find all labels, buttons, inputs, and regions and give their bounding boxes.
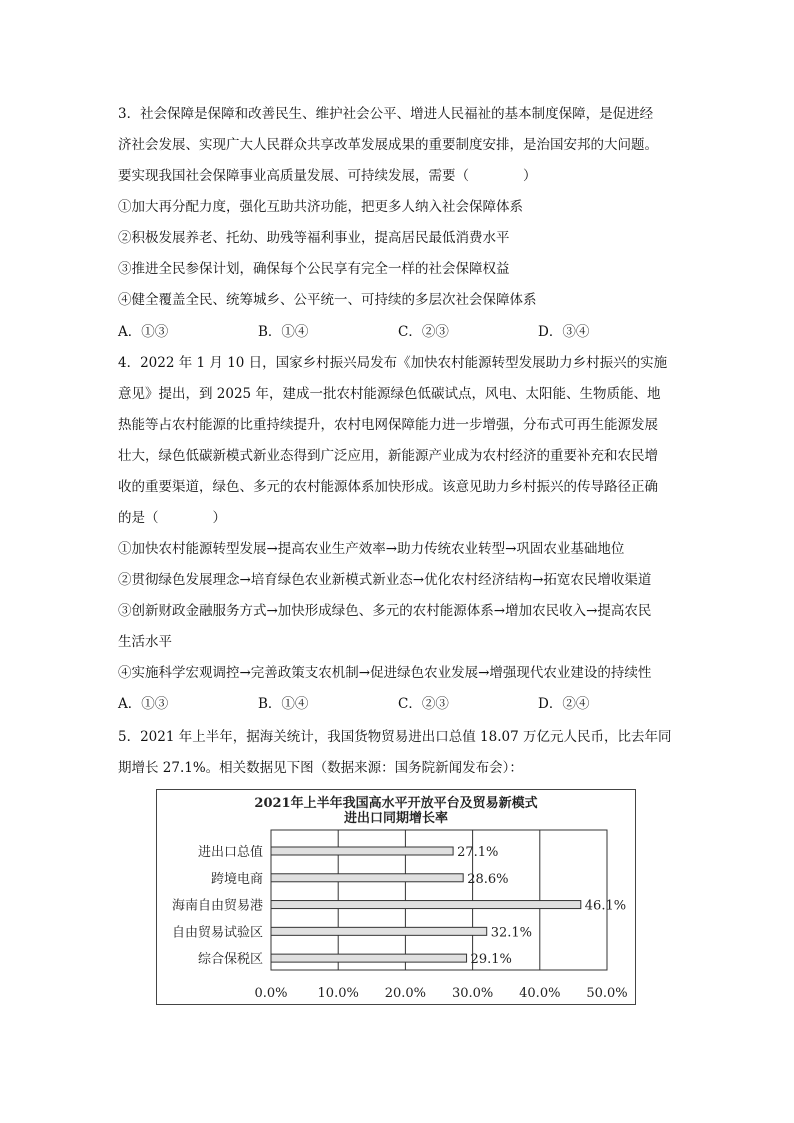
data-label: 46.1% (584, 898, 627, 914)
q4-option-c[interactable]: C．②③ (398, 696, 449, 712)
q5-stem-line-1: 5．2021 年上半年，据海关统计，我国货物贸易进出口总值 18.07 万亿元人民币，比去年同 (118, 729, 672, 745)
q3-item-4: ④健全覆盖全民、统筹城乡、公平统一、可持续的多层次社会保障体系 (118, 292, 537, 308)
q4-stem-line-6: 的是（ ） (118, 510, 226, 526)
category-label: 跨境电商 (210, 871, 263, 887)
q3-option-b[interactable]: B．①④ (258, 324, 309, 340)
data-label: 29.1% (470, 952, 512, 968)
category-label: 海南自由贸易港 (171, 898, 263, 914)
bar (271, 927, 487, 935)
q3-option-c[interactable]: C．②③ (398, 324, 449, 340)
x-tick-label: 40.0% (519, 986, 561, 1001)
q3-stem-line-1: 3．社会保障是保障和改善民生、维护社会公平、增进人民福祉的基本制度保障，是促进经 (118, 106, 654, 122)
bar (271, 874, 463, 882)
q4-item-3-cont: 生活水平 (118, 634, 172, 650)
q4-item-2: ②贯彻绿色发展理念→培育绿色农业新模式新业态→优化农村经济结构→拓宽农民增收渠道 (118, 572, 652, 588)
category-label: 进出口总值 (197, 845, 263, 860)
x-tick-label: 20.0% (384, 986, 427, 1001)
q3-option-a[interactable]: A．①③ (118, 324, 169, 340)
q3-item-3: ③推进全民参保计划，确保每个公民享有完全一样的社会保障权益 (118, 261, 510, 277)
chart-canvas (157, 790, 635, 1004)
q5-stem-line-2: 期增长 27.1%。相关数据见下图（数据来源：国务院新闻发布会）： (118, 760, 523, 776)
q3-stem-line-3: 要实现我国社会保障事业高质量发展、可持续发展，需要（ ） (118, 168, 537, 184)
q4-option-b[interactable]: B．①④ (258, 696, 309, 712)
q4-item-3: ③创新财政金融服务方式→加快形成绿色、多元的农村能源体系→增加农民收入→提高农民 (118, 603, 652, 619)
chart-title: 2021年上半年我国高水平开放平台及贸易新模式 (254, 796, 538, 811)
q4-stem-line-3: 热能等占农村能源的比重持续提升，农村电网保障能力进一步增强，分布式可再生能源发展 (118, 417, 658, 433)
q3-item-2: ②积极发展养老、托幼、助残等福利事业，提高居民最低消费水平 (118, 230, 510, 246)
q4-item-4: ④实施科学宏观调控→完善政策支农机制→促进绿色农业发展→增强现代农业建设的持续性 (118, 665, 652, 681)
bar (271, 847, 453, 855)
chart-subtitle: 进出口同期增长率 (343, 811, 449, 826)
data-label: 27.1% (457, 845, 499, 860)
q3-item-1: ①加大再分配力度，强化互助共济功能，把更多人纳入社会保障体系 (118, 199, 523, 215)
q4-stem-line-2: 意见》提出，到 2025 年，建成一批农村能源绿色低碳试点，风电、太阳能、生物质能、地 (118, 386, 661, 402)
x-tick-label: 10.0% (317, 986, 359, 1001)
q4-option-d[interactable]: D．②④ (538, 696, 590, 712)
q3-option-d[interactable]: D．③④ (538, 324, 590, 340)
x-tick-label: 50.0% (586, 986, 628, 1001)
q4-stem-line-4: 壮大，绿色低碳新模式新业态得到广泛应用，新能源产业成为农村经济的重要补充和农民增 (118, 448, 658, 464)
q4-stem-line-1: 4．2022 年 1 月 10 日，国家乡村振兴局发布《加快农村能源转型发展助力乡村振兴的实施 (118, 355, 668, 371)
bar (271, 901, 581, 909)
category-label: 自由贸易试验区 (171, 925, 263, 941)
data-label: 28.6% (467, 871, 509, 887)
bar (271, 954, 467, 962)
category-label: 综合保税区 (197, 952, 263, 968)
q4-option-a[interactable]: A．①③ (118, 696, 169, 712)
growth-rate-bar-chart (156, 789, 636, 1005)
q4-stem-line-5: 收的重要渠道，绿色、多元的农村能源体系加快形成。该意见助力乡村振兴的传导路径正确 (118, 479, 658, 495)
q4-item-1: ①加快农村能源转型发展→提高农业生产效率→助力传统农业转型→巩固农业基础地位 (118, 541, 625, 557)
q3-stem-line-2: 济社会发展、实现广大人民群众共享改革发展成果的重要制度安排，是治国安邦的大问题。 (118, 137, 658, 153)
x-tick-label: 0.0% (254, 986, 288, 1001)
x-tick-label: 30.0% (451, 986, 494, 1001)
data-label: 32.1% (490, 925, 533, 941)
